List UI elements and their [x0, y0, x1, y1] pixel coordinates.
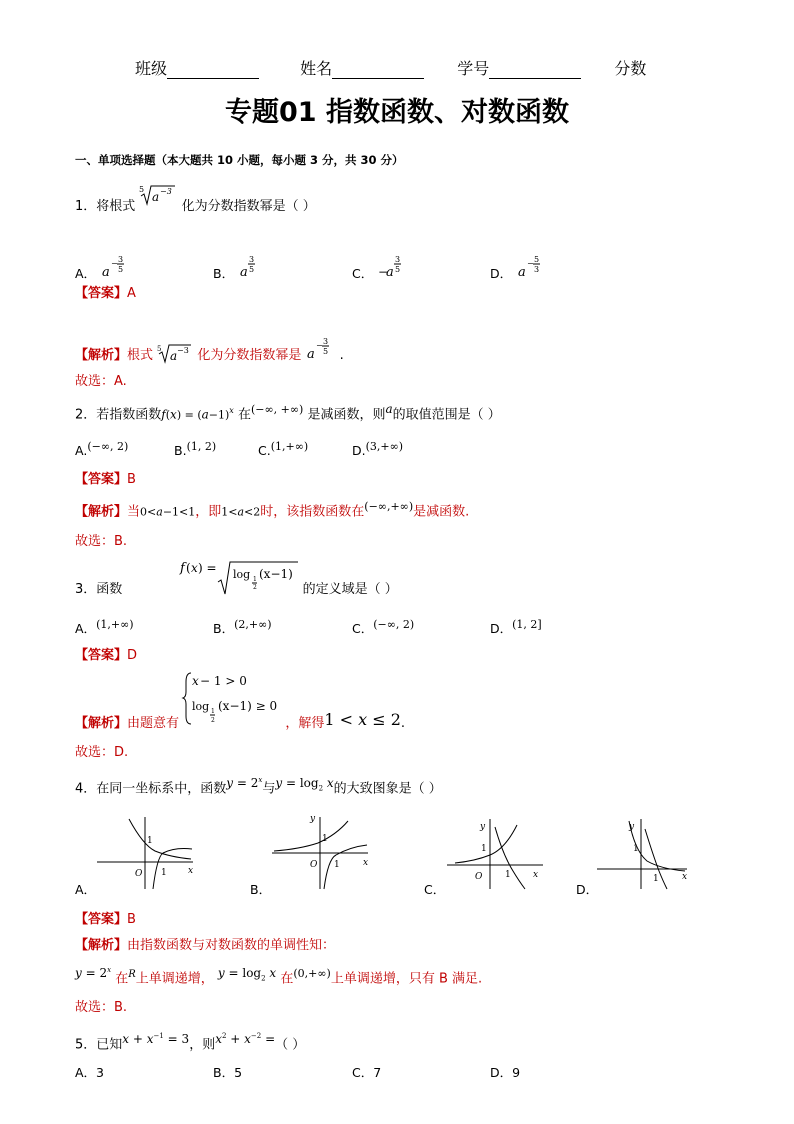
- class-label: 班级: [135, 59, 168, 78]
- q2-analysis: 【解析】当0<a−1<1，即1<a<2时，该指数函数在(−∞,+∞)是减函数.: [75, 500, 470, 520]
- q4-option-c[interactable]: C．: [424, 882, 446, 897]
- question-1: [75, 185, 316, 214]
- header-line: [135, 56, 646, 79]
- q2-choose: 故选：B.: [75, 534, 128, 549]
- svg-text:5: 5: [249, 265, 255, 274]
- svg-text:1: 1: [334, 860, 340, 870]
- number-label: 学号: [457, 59, 490, 78]
- q3-choose: 故选：D.: [75, 745, 129, 760]
- svg-text:x: x: [363, 858, 369, 868]
- svg-text:log: log: [233, 568, 251, 581]
- svg-text:1: 1: [161, 868, 167, 878]
- svg-text:2: 2: [211, 717, 215, 724]
- q3-answer: 【答案】D: [75, 648, 138, 663]
- q1-option-b-math: [238, 256, 262, 284]
- q4-option-b[interactable]: B．: [250, 882, 272, 897]
- q1-analysis-math: [305, 338, 335, 366]
- q1-text-b: 化为分数指数幂是（ ）: [181, 199, 316, 214]
- svg-text:) =: ) =: [198, 561, 217, 575]
- q3-analysis: 【解析】由题意有 x − 1 > 0 log 1 2 (x−1) ≥ 0 ，解得1 < x ≤ 2.: [75, 670, 405, 728]
- svg-text:a: a: [386, 265, 394, 280]
- q4-graph-b: [270, 815, 370, 893]
- q5-option-d[interactable]: D．9: [490, 1065, 521, 1080]
- svg-text:1: 1: [653, 874, 659, 884]
- q1-option-d[interactable]: D． a − 5 3: [490, 256, 546, 284]
- svg-text:a: a: [307, 347, 316, 362]
- svg-text:−: −: [378, 265, 389, 279]
- svg-text:−3: −3: [160, 187, 173, 196]
- q1-option-c[interactable]: C． − a 3 5: [352, 256, 409, 284]
- svg-text:−3: −3: [177, 346, 189, 355]
- svg-text:1: 1: [322, 834, 328, 844]
- q1-choose: 故选：A.: [75, 374, 127, 389]
- q1-text-a: 1．将根式: [75, 199, 136, 214]
- q4-graph-c: [445, 815, 545, 893]
- q1-option-a[interactable]: A． a − 3 5: [75, 256, 130, 284]
- q2-option-d[interactable]: D.$^{(3,+\infty)}$: [352, 440, 404, 459]
- radical-icon: [139, 184, 177, 206]
- svg-text:1: 1: [505, 870, 511, 880]
- number-blank[interactable]: [489, 61, 581, 79]
- question-2: 2．若指数函数$f(x) = (a-1)^x$ 在(−∞, +∞) 是减函数，则$^a$的取值范围是（ ）: [75, 402, 501, 423]
- svg-text:(x−1) ≥ 0: (x−1) ≥ 0: [218, 699, 278, 713]
- svg-text:3: 3: [249, 255, 255, 264]
- svg-text:y: y: [310, 814, 316, 824]
- svg-text:y: y: [629, 822, 635, 832]
- q1-option-c-math: [377, 256, 409, 284]
- q3-option-b[interactable]: B．$^{(2,+\infty)}$: [213, 618, 272, 637]
- class-blank[interactable]: [167, 61, 259, 79]
- svg-text:a: a: [102, 265, 110, 280]
- svg-text:3: 3: [323, 337, 329, 346]
- name-label: 姓名: [300, 59, 333, 78]
- svg-text:O: O: [475, 872, 483, 882]
- svg-text:3: 3: [534, 265, 540, 274]
- svg-text:x: x: [682, 872, 688, 882]
- svg-text:a: a: [170, 349, 178, 363]
- q3-option-c[interactable]: C．$^{(-\infty, 2)}$: [352, 618, 415, 637]
- q2-func: f: [161, 407, 166, 422]
- svg-text:1: 1: [253, 576, 258, 583]
- q3-option-a[interactable]: A．$^{(1,+\infty)}$: [75, 618, 134, 637]
- q3-option-d[interactable]: D．$^{(1, 2]}$: [490, 618, 542, 637]
- q1-option-b[interactable]: B． a 3 5: [213, 256, 262, 284]
- svg-text:f: f: [180, 561, 186, 576]
- score-label: 分数: [614, 59, 647, 78]
- svg-text:5: 5: [395, 265, 401, 274]
- svg-text:−: −: [111, 259, 118, 268]
- svg-text:−: −: [316, 341, 324, 350]
- svg-text:1: 1: [633, 844, 639, 854]
- svg-text:1: 1: [147, 836, 153, 846]
- q5-option-c[interactable]: C．7: [352, 1065, 382, 1080]
- svg-text:3: 3: [118, 255, 124, 264]
- question-3: 3．函数 f ( x ) = log 1 2 (x−1) 的定义域是（ ）: [75, 556, 398, 600]
- q2-option-a[interactable]: A.$^{(-\infty, 2)}$: [75, 440, 129, 459]
- svg-text:y: y: [480, 822, 486, 832]
- svg-text:x: x: [192, 674, 199, 688]
- q1-option-a-math: [100, 256, 130, 284]
- svg-text:5: 5: [157, 345, 162, 353]
- svg-text:x: x: [188, 866, 194, 876]
- svg-text:− 1 > 0: − 1 > 0: [200, 674, 247, 688]
- q2-answer: 【答案】B: [75, 472, 136, 487]
- q4-choose: 故选：B.: [75, 1000, 128, 1015]
- q5-option-a[interactable]: A．3: [75, 1065, 105, 1080]
- q1-analysis: 【解析】根式 5 a −3 化为分数指数幂是 a − 3 5 .: [75, 338, 344, 366]
- q2-option-b[interactable]: B.$^{(1, 2)}$: [174, 440, 217, 459]
- svg-text:O: O: [135, 869, 143, 879]
- svg-text:a: a: [240, 265, 248, 280]
- svg-text:log: log: [192, 700, 210, 713]
- q3-system-math: [183, 670, 281, 728]
- q4-option-d[interactable]: D．: [576, 882, 599, 897]
- svg-text:−: −: [527, 259, 534, 268]
- svg-text:2: 2: [253, 584, 258, 591]
- q1-radical: [139, 185, 177, 210]
- name-blank[interactable]: [332, 61, 424, 79]
- q4-option-a[interactable]: A．: [75, 882, 97, 897]
- svg-text:5: 5: [139, 185, 145, 194]
- question-5: 5．已知$^{x + x^{-1} = 3}$，则$^{x^2 + x^{-2} =}$（ ）: [75, 1032, 306, 1053]
- svg-text:1: 1: [211, 708, 215, 715]
- question-4: 4．在同一坐标系中，函数$^{y = 2^x}$与$^{y = log_2 x}$的大致图象是（ ）: [75, 776, 442, 797]
- svg-text:3: 3: [395, 255, 401, 264]
- q4-graph-a: [95, 815, 195, 893]
- section-heading: 一、单项选择题（本大题共 10 小题，每小题 3 分，共 30 分）: [75, 153, 404, 167]
- svg-text:x: x: [533, 870, 539, 880]
- svg-text:(: (: [186, 561, 192, 575]
- svg-text:5: 5: [534, 255, 540, 264]
- svg-text:5: 5: [323, 347, 329, 356]
- q4-graph-d: [595, 815, 695, 893]
- q1-answer: 【答案】A: [75, 286, 136, 301]
- page-title: 专题01 指数函数、对数函数: [225, 97, 569, 128]
- q5-option-b[interactable]: B．5: [213, 1065, 243, 1080]
- radical-icon: [157, 342, 193, 364]
- svg-text:a: a: [152, 190, 160, 204]
- svg-text:1: 1: [481, 844, 487, 854]
- svg-text:a: a: [518, 265, 526, 280]
- svg-text:x: x: [191, 561, 199, 575]
- svg-text:(x−1): (x−1): [259, 567, 294, 581]
- svg-text:O: O: [310, 860, 318, 870]
- q4-answer: 【答案】B: [75, 912, 136, 927]
- q4-analysis: 【解析】由指数函数与对数函数的单调性知：: [75, 938, 336, 953]
- q2-option-c[interactable]: C.$^{(1,+\infty)}$: [258, 440, 309, 459]
- q1-option-d-math: [516, 256, 546, 284]
- svg-text:5: 5: [118, 265, 124, 274]
- q4-analysis-2: $^{y = 2^x}$ 在$^R$上单调递增， $^{y = log_2 x}$ 在$^{(0,+\infty)}$上单调递增，只有 B 满足.: [75, 966, 483, 987]
